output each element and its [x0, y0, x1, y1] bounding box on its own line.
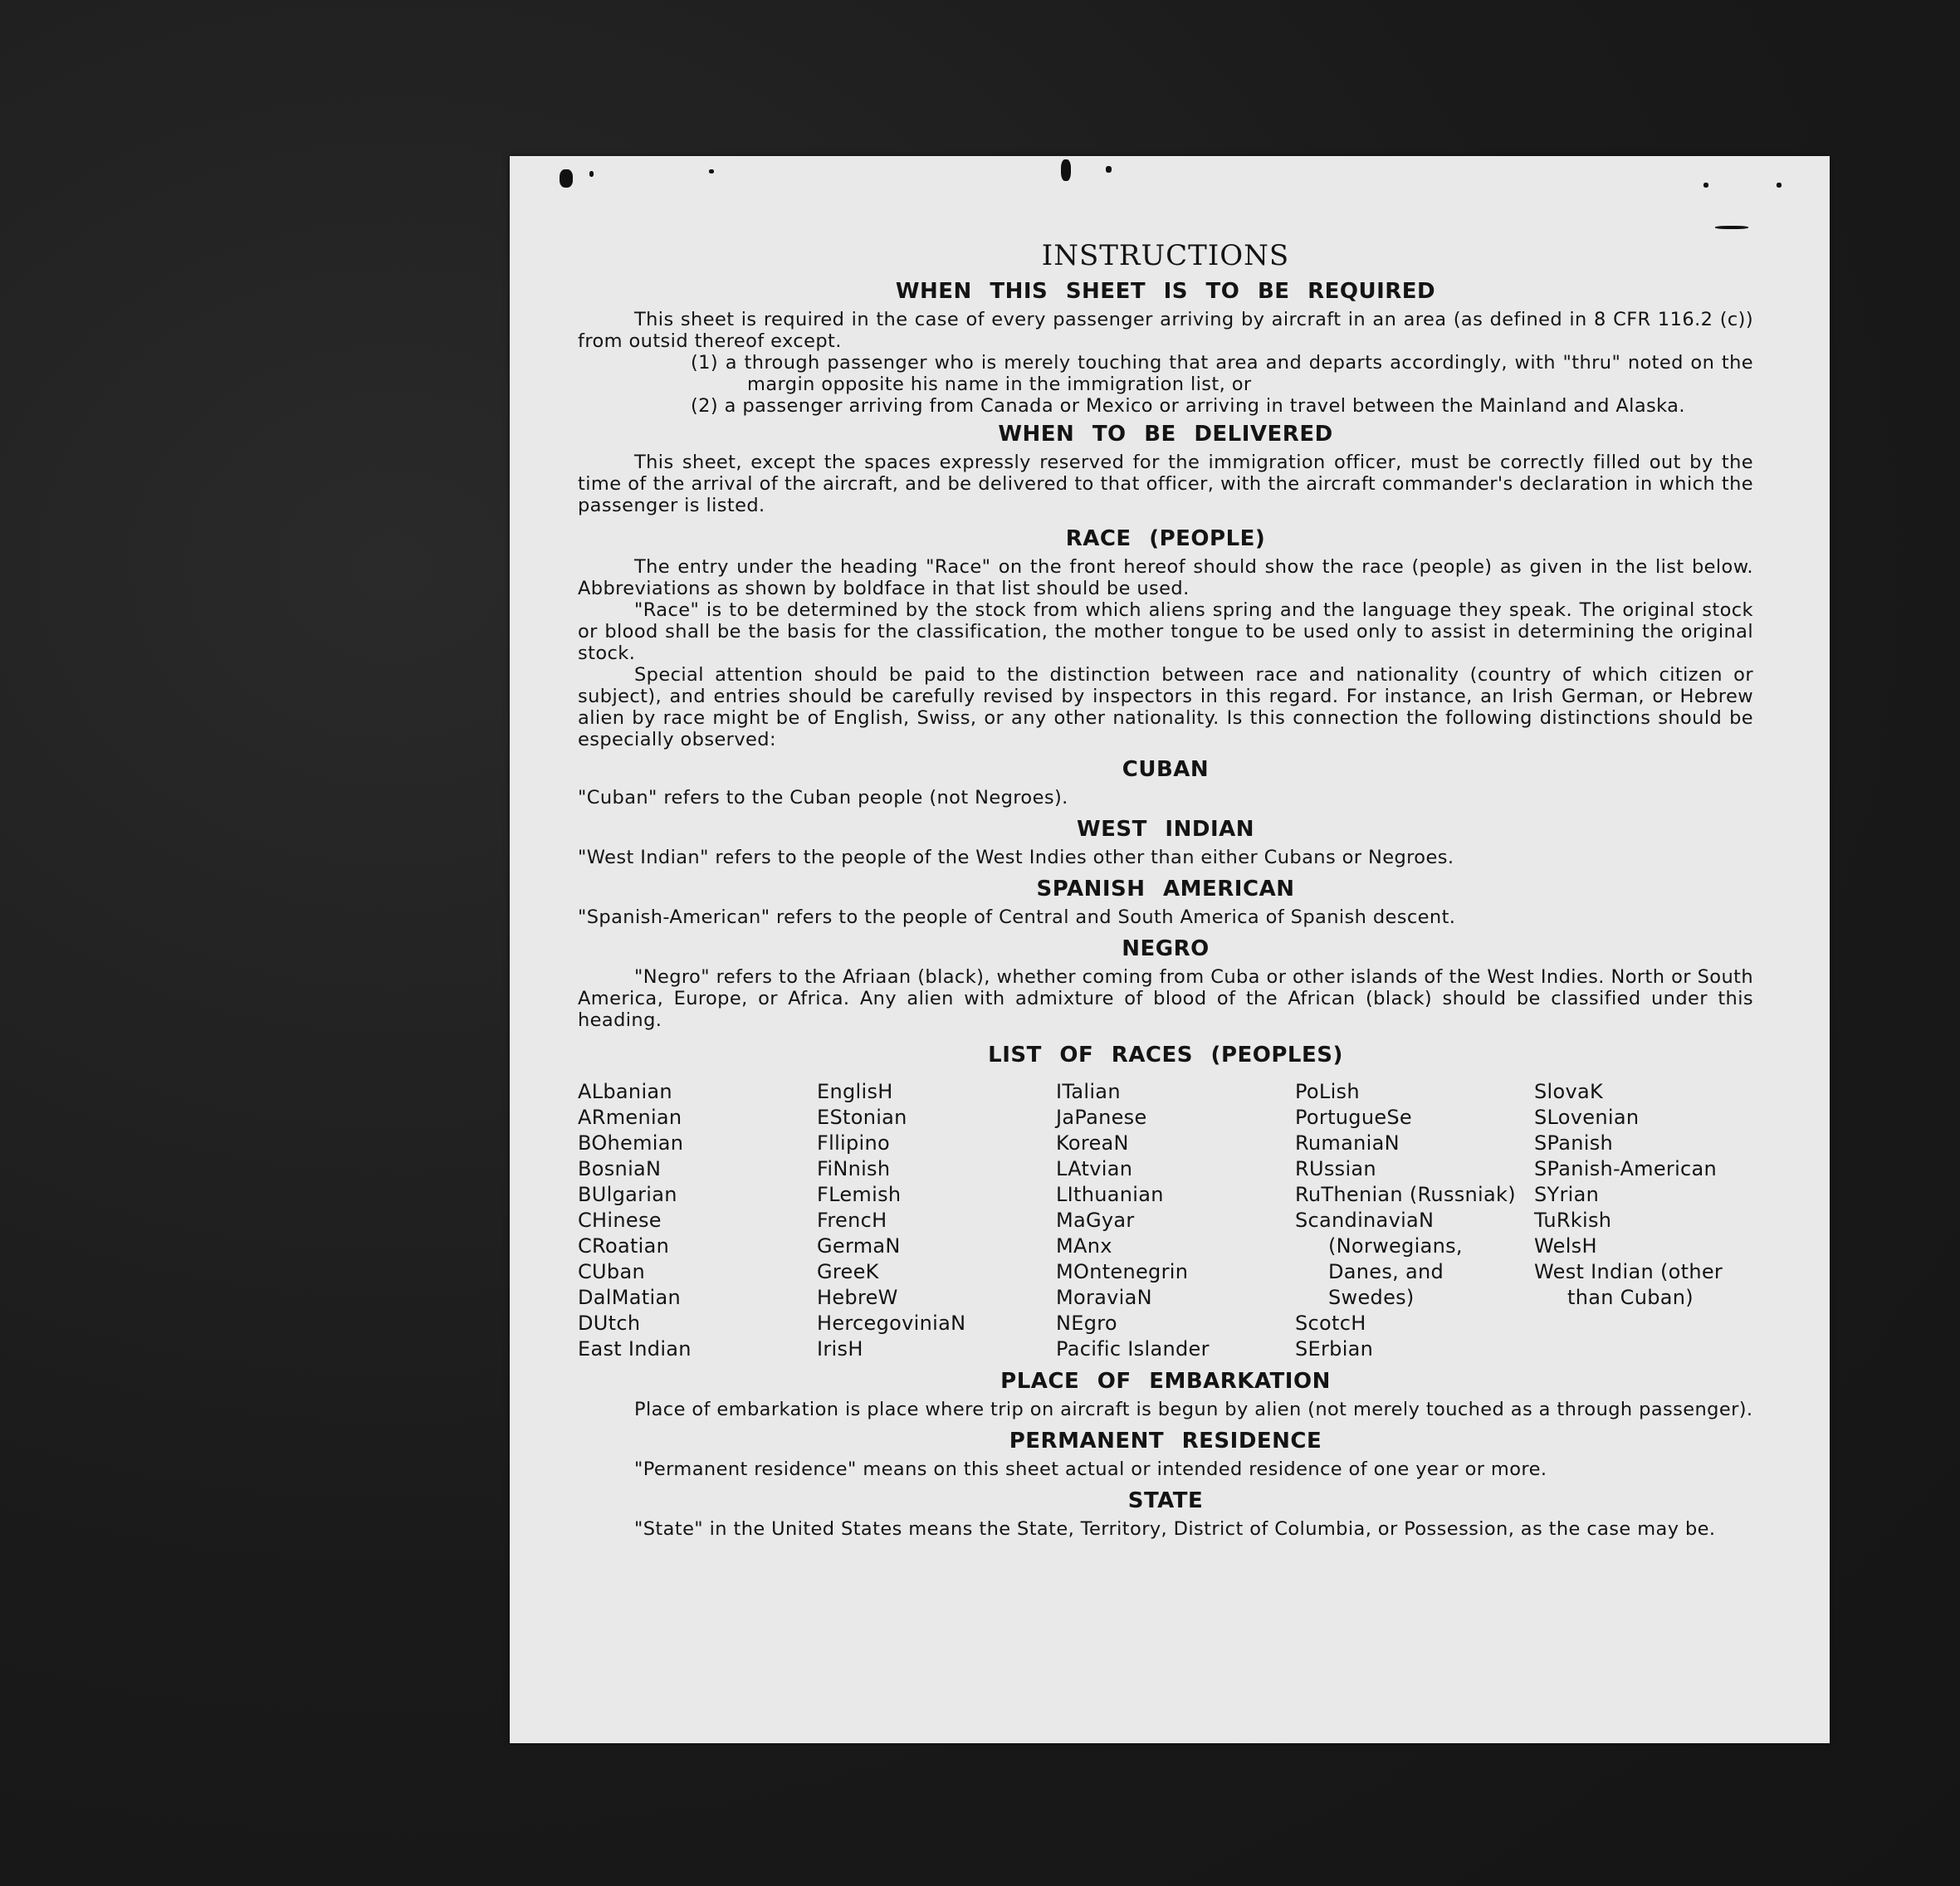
race-entry: RumaniaN: [1295, 1131, 1400, 1155]
heading-list-of-races: LIST OF RACES (PEOPLES): [988, 1043, 1343, 1068]
race-entry: ARmenian: [578, 1106, 682, 1129]
required-intro: This sheet is required in the case of every passenger arriving by aircraft in an area (as defined in 8 CFR 116.2 (c)) from outsid thereof except.: [578, 309, 1753, 352]
race-paragraph-1: The entry under the heading "Race" on the front hereof should show the race (people) as given in the list below. Abbreviations as shown by boldface in that list should be used.: [578, 556, 1753, 599]
required-item-1: (1) a through passenger who is merely touching that area and departs accordingly, with "thru" noted on the margin opposite his name in the immigration list, or: [691, 352, 1753, 395]
race-entry: Fllipino: [817, 1131, 891, 1155]
race-entry: MAnx: [1056, 1234, 1112, 1258]
race-entry: ITalian: [1056, 1080, 1121, 1103]
races-column-2: [817, 1079, 1056, 1362]
race-entry: TuRkish: [1534, 1209, 1612, 1232]
races-column-1: [578, 1079, 817, 1362]
race-entry: GermaN: [817, 1234, 901, 1258]
scan-speck: [560, 169, 573, 188]
race-paragraph-3: Special attention should be paid to the distinction between race and nationality (country of which citizen or subject), and entries should be carefully revised by inspectors in this regard. For instance, an Irish German, or Hebrew alien by race might be of English, Swiss, or any other nationality. Is this connection the following distinctions should be especially observed:: [578, 664, 1753, 750]
races-column-5: [1534, 1079, 1753, 1362]
race-entry: SErbian: [1295, 1337, 1374, 1361]
race-entry: JaPanese: [1056, 1106, 1147, 1129]
race-paragraph-2: "Race" is to be determined by the stock from which aliens spring and the language they speak. The original stock or blood shall be the basis for the classification, the mother tongue to be used only to assist in determining the original stock.: [578, 599, 1753, 664]
race-entry: RuThenian (Russniak): [1295, 1183, 1516, 1206]
scan-speck: [1061, 159, 1071, 181]
race-entry: WelsH: [1534, 1234, 1597, 1258]
state-text: "State" in the United States means the State, Territory, District of Columbia, or Possession, as the case may be.: [634, 1518, 1716, 1540]
heading-spanish-american: SPANISH AMERICAN: [1036, 877, 1295, 901]
race-entry: East Indian: [578, 1337, 692, 1361]
heading-state: STATE: [1127, 1488, 1204, 1513]
scan-speck: [1777, 183, 1782, 188]
heading-permanent-residence: PERMANENT RESIDENCE: [1009, 1429, 1322, 1454]
race-entry: Pacific Islander: [1056, 1337, 1210, 1361]
heading-when-required: WHEN THIS SHEET IS TO BE REQUIRED: [895, 279, 1436, 304]
instruction-sheet: [510, 156, 1830, 1743]
race-entry: DUtch: [578, 1312, 641, 1335]
embarkation-text: Place of embarkation is place where trip on aircraft is begun by alien (not merely touched as a through passenger).: [634, 1399, 1753, 1420]
race-entry: ScandinaviaN (Norwegians, Danes, and Swedes): [1295, 1209, 1463, 1309]
races-list: [578, 1079, 1753, 1362]
race-entry: FrencH: [817, 1209, 887, 1232]
race-entry: IrisH: [817, 1337, 863, 1361]
race-entry: BOhemian: [578, 1131, 684, 1155]
race-entry: CHinese: [578, 1209, 662, 1232]
instructions-content: [578, 239, 1753, 1540]
negro-text: "Negro" refers to the Afriaan (black), whether coming from Cuba or other islands of the West Indies. North or South America, Europe, or Africa. Any alien with admixture of blood of the African (black) should be classified under this heading.: [578, 966, 1753, 1031]
scan-speck: [1106, 166, 1112, 173]
race-entry: SYrian: [1534, 1183, 1600, 1206]
race-entry: PortugueSe: [1295, 1106, 1412, 1129]
document-title: INSTRUCTIONS: [1041, 239, 1290, 272]
west-indian-text: "West Indian" refers to the people of the West Indies other than either Cubans or Negroes.: [578, 847, 1454, 868]
race-entry: KoreaN: [1056, 1131, 1129, 1155]
heading-race: RACE (PEOPLE): [1065, 526, 1266, 551]
heading-west-indian: WEST INDIAN: [1076, 817, 1255, 842]
race-entry: SPanish-American: [1534, 1157, 1718, 1180]
race-entry: GreeK: [817, 1260, 879, 1283]
race-entry: ScotcH: [1295, 1312, 1366, 1335]
race-entry: LAtvian: [1056, 1157, 1133, 1180]
race-entry: EStonian: [817, 1106, 907, 1129]
race-entry: PoLish: [1295, 1080, 1360, 1103]
race-entry: MoraviaN: [1056, 1286, 1152, 1309]
race-entry: SlovaK: [1534, 1080, 1604, 1103]
race-entry: CUban: [578, 1260, 645, 1283]
race-entry: HercegoviniaN: [817, 1312, 966, 1335]
scan-speck: [709, 169, 714, 173]
race-entry: SLovenian: [1534, 1106, 1640, 1129]
race-entry: ALbanian: [578, 1080, 672, 1103]
race-entry: BUlgarian: [578, 1183, 677, 1206]
heading-negro: NEGRO: [1122, 936, 1210, 961]
race-entry: CRoatian: [578, 1234, 670, 1258]
race-entry: FLemish: [817, 1183, 902, 1206]
race-entry: DalMatian: [578, 1286, 681, 1309]
race-entry: LIthuanian: [1056, 1183, 1164, 1206]
required-item-2: (2) a passenger arriving from Canada or Mexico or arriving in travel between the Mainland and Alaska.: [691, 395, 1685, 417]
race-entry: West Indian (other than Cuban): [1534, 1260, 1723, 1309]
cuban-text: "Cuban" refers to the Cuban people (not Negroes).: [578, 787, 1068, 809]
race-entry: FiNnish: [817, 1157, 891, 1180]
scan-speck: [589, 171, 594, 177]
delivered-text: This sheet, except the spaces expressly reserved for the immigration officer, must be correctly filled out by the time of the arrival of the aircraft, and be delivered to that officer, with the aircraft commander's declaration in which the passenger is listed.: [578, 452, 1753, 516]
race-entry: HebreW: [817, 1286, 898, 1309]
scan-speck: [1715, 226, 1748, 229]
race-entry: SPanish: [1534, 1131, 1614, 1155]
race-entry: BosniaN: [578, 1157, 662, 1180]
spanish-american-text: "Spanish-American" refers to the people of Central and South America of Spanish descent.: [578, 906, 1456, 928]
race-entry: EnglisH: [817, 1080, 893, 1103]
race-entry: MaGyar: [1056, 1209, 1135, 1232]
heading-cuban: CUBAN: [1122, 757, 1210, 782]
races-column-4: [1295, 1079, 1534, 1362]
race-entry: RUssian: [1295, 1157, 1376, 1180]
scan-speck: [1703, 183, 1708, 188]
heading-when-delivered: WHEN TO BE DELIVERED: [998, 422, 1333, 447]
race-entry: NEgro: [1056, 1312, 1117, 1335]
races-column-3: [1056, 1079, 1295, 1362]
residence-text: "Permanent residence" means on this sheet actual or intended residence of one year or more.: [634, 1458, 1547, 1480]
heading-place-of-embarkation: PLACE OF EMBARKATION: [1000, 1369, 1331, 1394]
race-entry: MOntenegrin: [1056, 1260, 1189, 1283]
